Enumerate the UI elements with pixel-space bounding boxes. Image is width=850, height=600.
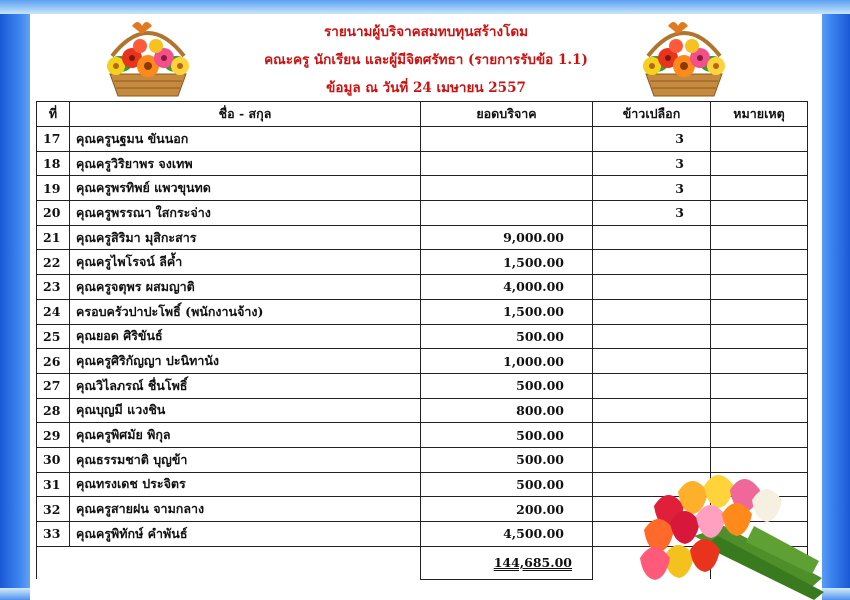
remark [711, 250, 808, 275]
donor-name: คุณครูวิริยาพร จงเทพ [70, 151, 421, 176]
donation-amount: 500.00 [421, 447, 593, 472]
donor-name: คุณครูไพโรจน์ ลีค้ำ [70, 250, 421, 275]
donation-amount [421, 176, 593, 201]
donor-name: คุณครูนฐมน ขันนอก [70, 127, 421, 152]
remark [711, 275, 808, 300]
rice-amount [593, 275, 711, 300]
remark [711, 299, 808, 324]
rice-amount [593, 225, 711, 250]
remark [711, 423, 808, 448]
donation-amount: 500.00 [421, 324, 593, 349]
rice-amount [593, 324, 711, 349]
tulip-bouquet-icon [634, 466, 824, 600]
top-border [0, 0, 850, 14]
donation-amount: 1,500.00 [421, 299, 593, 324]
header-title: รายนามผู้บริจาคสมทบทุนสร้างโดม [323, 24, 529, 40]
donation-amount: 4,000.00 [421, 275, 593, 300]
table-row [37, 201, 808, 226]
row-number: 27 [37, 373, 70, 398]
donation-amount: 9,000.00 [421, 225, 593, 250]
header-subtitle: คณะครู นักเรียน และผู้มีจิตศรัทธา (รายการรับข้อ 1.1) [264, 52, 588, 68]
row-number: 18 [37, 151, 70, 176]
donor-name: คุณวิไลภรณ์ ชื่นโพธิ์ [70, 373, 421, 398]
row-number: 25 [37, 324, 70, 349]
donation-amount: 1,500.00 [421, 250, 593, 275]
remark [711, 373, 808, 398]
rice-amount: 3 [593, 201, 711, 226]
donor-name: คุณทรงเดช ประจิตร [70, 472, 421, 497]
total-label-cell [37, 546, 421, 579]
table-row [37, 250, 808, 275]
donor-name: ครอบครัวปาปะโพธิ์ (พนักงานจ้าง) [70, 299, 421, 324]
row-number: 30 [37, 447, 70, 472]
donor-name: คุณครูจตุพร ผสมญาติ [70, 275, 421, 300]
row-number: 33 [37, 522, 70, 547]
row-number: 17 [37, 127, 70, 152]
flower-basket-icon [628, 16, 740, 98]
rice-amount [593, 250, 711, 275]
donor-name: คุณครูพิทักษ์ คำพันธ์ [70, 522, 421, 547]
row-number: 29 [37, 423, 70, 448]
table-row [37, 127, 808, 152]
remark [711, 225, 808, 250]
row-number: 21 [37, 225, 70, 250]
table-row [37, 373, 808, 398]
donation-amount: 500.00 [421, 423, 593, 448]
row-number: 20 [37, 201, 70, 226]
donation-amount [421, 151, 593, 176]
donor-name: คุณครูสายฝน จามกลาง [70, 497, 421, 522]
donation-amount: 200.00 [421, 497, 593, 522]
remark [711, 151, 808, 176]
row-number: 19 [37, 176, 70, 201]
table-header-row [37, 102, 808, 127]
row-number: 31 [37, 472, 70, 497]
table-row [37, 225, 808, 250]
rice-amount: 3 [593, 176, 711, 201]
header-date: ข้อมูล ณ วันที่ 24 เมษายน 2557 [326, 80, 526, 96]
document-sheet [30, 14, 822, 600]
column-header-no: ที่ [37, 102, 70, 127]
table-row [37, 176, 808, 201]
table-row [37, 398, 808, 423]
rice-amount [593, 423, 711, 448]
remark [711, 398, 808, 423]
column-header-rice: ข้าวเปลือก [593, 102, 711, 127]
donor-name: คุณยอด ศิริขันธ์ [70, 324, 421, 349]
donor-name: คุณครูพรรณา ใสกระจ่าง [70, 201, 421, 226]
rice-amount [593, 299, 711, 324]
donor-name: คุณครูศิริกัญญา ปะนิทานัง [70, 349, 421, 374]
donation-amount: 500.00 [421, 472, 593, 497]
column-header-name: ชื่อ - สกุล [70, 102, 421, 127]
donation-amount [421, 201, 593, 226]
row-number: 28 [37, 398, 70, 423]
donation-amount: 1,000.00 [421, 349, 593, 374]
donor-name: คุณครูสิริมา มุสิกะสาร [70, 225, 421, 250]
table-row [37, 299, 808, 324]
document-header [30, 14, 822, 100]
donor-name: คุณครูพิศมัย พิกุล [70, 423, 421, 448]
rice-amount [593, 398, 711, 423]
donation-amount: 500.00 [421, 373, 593, 398]
row-number: 26 [37, 349, 70, 374]
table-row [37, 349, 808, 374]
row-number: 32 [37, 497, 70, 522]
donation-amount: 4,500.00 [421, 522, 593, 547]
donation-amount: 800.00 [421, 398, 593, 423]
donor-name: คุณธรรมชาติ บุญข้า [70, 447, 421, 472]
row-number: 22 [37, 250, 70, 275]
flower-basket-icon [92, 16, 204, 98]
row-number: 23 [37, 275, 70, 300]
column-header-amount: ยอดบริจาค [421, 102, 593, 127]
donor-name: คุณบุญมี แวงชิน [70, 398, 421, 423]
table-row [37, 423, 808, 448]
rice-amount: 3 [593, 151, 711, 176]
rice-amount [593, 373, 711, 398]
donation-amount [421, 127, 593, 152]
remark [711, 349, 808, 374]
donor-name: คุณครูพรทิพย์ แพวขุนทด [70, 176, 421, 201]
rice-amount: 3 [593, 127, 711, 152]
remark [711, 324, 808, 349]
remark [711, 201, 808, 226]
remark [711, 127, 808, 152]
remark [711, 176, 808, 201]
table-row [37, 151, 808, 176]
column-header-note: หมายเหตุ [711, 102, 808, 127]
rice-amount [593, 349, 711, 374]
row-number: 24 [37, 299, 70, 324]
table-row [37, 324, 808, 349]
total-amount: 144,685.00 [421, 546, 593, 579]
table-row [37, 275, 808, 300]
